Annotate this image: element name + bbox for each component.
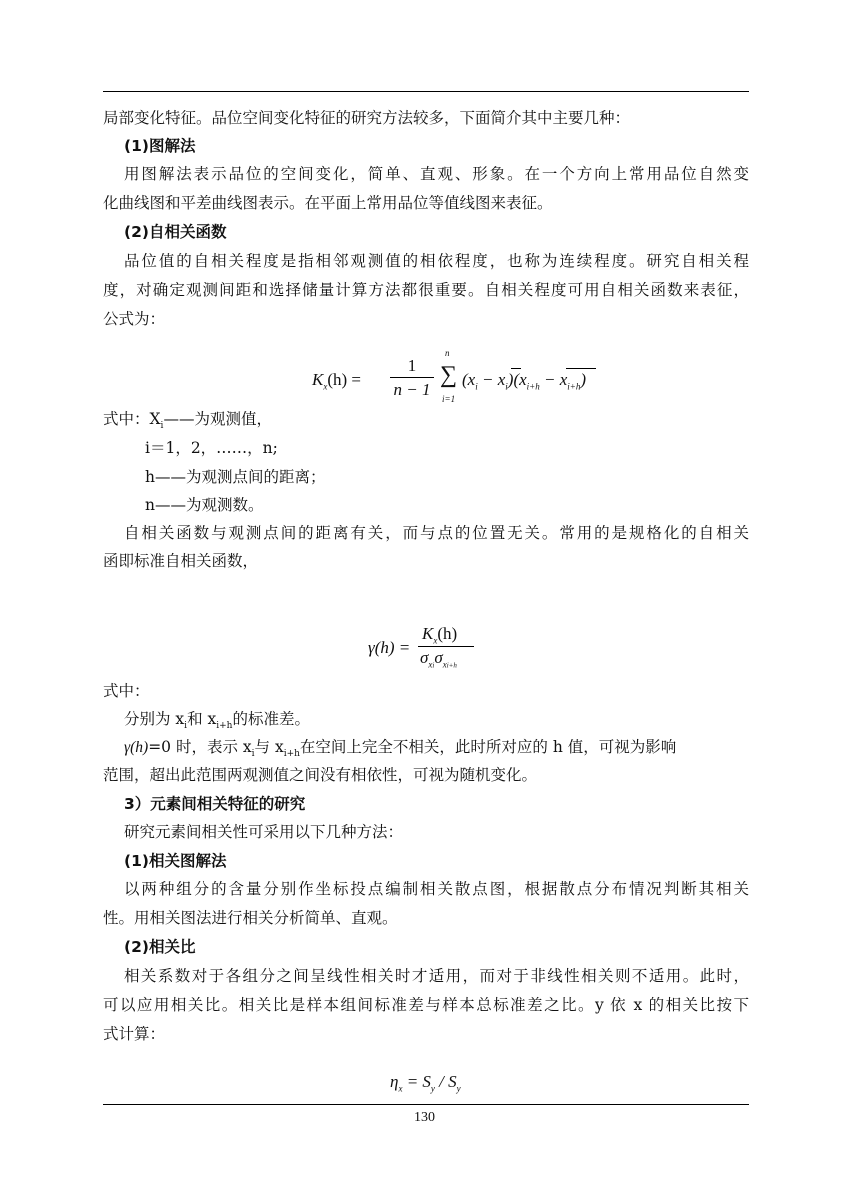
text-line: n——为观测数。 [145,496,264,514]
text-line: 式计算： [103,1025,166,1043]
text-line: 函即标准自相关函数， [103,552,259,570]
formula-standard-autocorrelation: γ(h) = $K_x(h)$ $\sigma_{xi}\sigma_{xi+h}$ [368,624,488,680]
text-line: 用图解法表示品位的空间变化，简单、直观、形象。在一个方向上常用品位自然变 [124,165,749,183]
section-heading-element-correlation: 3）元素间相关特征的研究 [124,795,306,813]
formula-correlation-ratio: $\eta_x = S_y / S_y$ [390,1072,461,1094]
text-line: 可以应用相关比。相关比是样本组间标准差与样本总标准差之比。y 依 x 的相关比按下 [103,996,749,1014]
text-line: 自相关函数与观测点间的距离有关，而与点的位置无关。常用的是规格化的自相关 [124,524,749,542]
header-rule [103,91,749,92]
section-heading-correlation-ratio: (2)相关比 [124,938,196,956]
formula-autocorrelation: $K_x(h)$ = 1 n − 1 n ∑ i=1 $(x_i - x_i)(x_{i+h} - x_{i+h})$ [312,356,572,412]
text-line: 研究元素间相关性可采用以下几种方法： [124,823,404,841]
text-line: 品位值的自相关程度是指相邻观测值的相依程度，也称为连续程度。研究自相关程 [124,252,749,270]
text-line: 式中： [103,682,150,700]
text-line: 性。用相关图法进行相关分析简单、直观。 [103,909,398,927]
text-line: 式中：$X_i——$为观测值， [103,410,272,432]
text-line: h——为观测点间的距离； [145,468,326,486]
text-line: i＝1，2，……，n; [145,439,278,457]
page-number: 130 [414,1110,435,1125]
text-line: 局部变化特征。品位空间变化特征的研究方法较多，下面简介其中主要几种： [103,109,631,127]
section-heading-correlation-graph: (1)相关图解法 [124,852,227,870]
text-line: 度，对确定观测间距和选择储量计算方法都很重要。自相关程度可用自相关函数来表征， [103,281,749,299]
text-line: 分别为 $x_i$和 $x_{i+h}$的标准差。 [124,710,310,732]
section-heading-graphic-method: (1)图解法 [124,137,196,155]
footer-rule [103,1104,749,1105]
text-line: 化曲线图和平差曲线图表示。在平面上常用品位等值线图来表征。 [103,194,553,212]
text-line: γ(h)=0 时，表示 $x_i$与 $x_{i+h}$在空间上完全不相关，此时所对应的 h 值，可视为影响 [124,738,677,760]
section-heading-autocorrelation: (2)自相关函数 [124,223,227,241]
text-line: 以两种组分的含量分别作坐标投点编制相关散点图，根据散点分布情况判断其相关 [124,880,749,898]
text-line: 相关系数对于各组分之间呈线性相关时才适用，而对于非线性相关则不适用。此时， [124,967,749,985]
text-line: 公式为： [103,310,166,328]
text-line: 范围，超出此范围两观测值之间没有相依性，可视为随机变化。 [103,766,538,784]
